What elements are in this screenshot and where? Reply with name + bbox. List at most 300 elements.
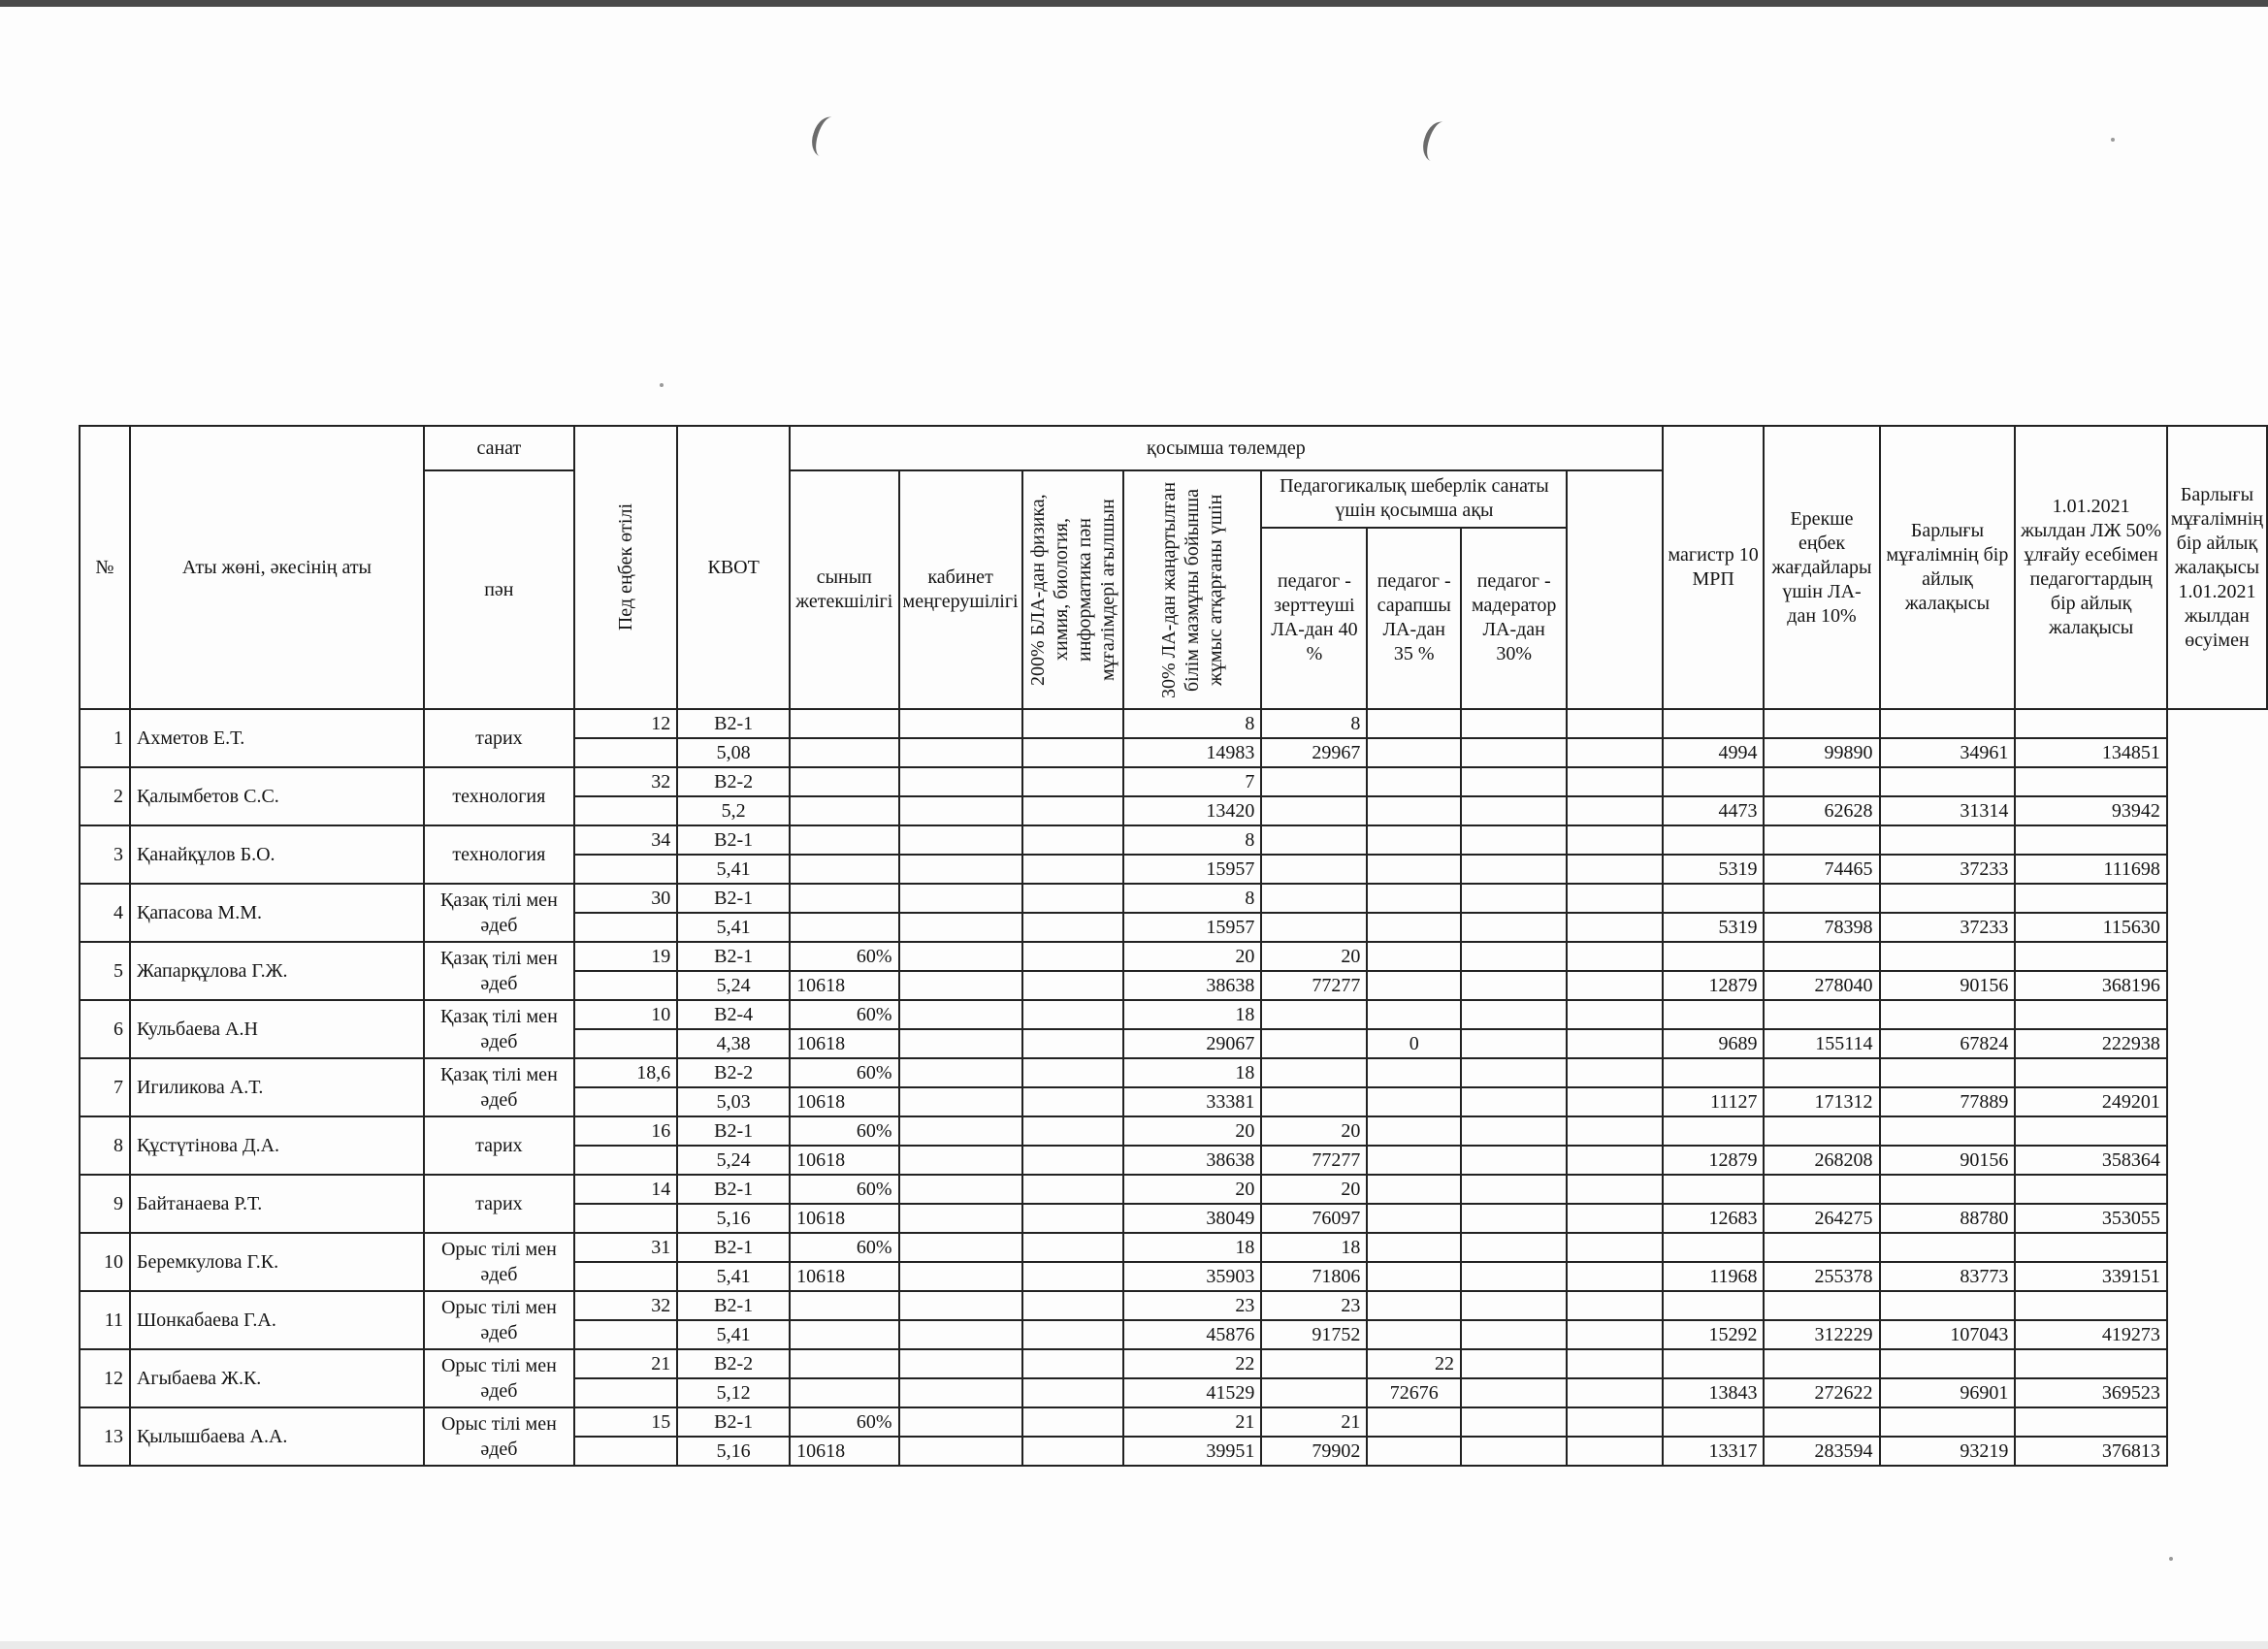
barlygy-amount: 78398 (1764, 913, 1879, 942)
magistr-cell (1567, 1204, 1662, 1233)
la30-hours: 18 (1123, 1000, 1262, 1029)
la30-amount: 29067 (1123, 1029, 1262, 1058)
subject-cell: тарих (424, 1116, 574, 1175)
subject-cell: Қазақ тілі мен әдеб (424, 884, 574, 942)
kvot-category: В2-1 (677, 1233, 790, 1262)
barlygy2021-cell-empty (2015, 709, 2167, 738)
la30-hours: 20 (1123, 942, 1262, 971)
sarapshy-hours (1367, 1175, 1461, 1204)
erekshe-amount: 15292 (1663, 1320, 1765, 1349)
synyp-percent: 60% (790, 1175, 898, 1204)
magistr-cell (1567, 1175, 1662, 1204)
maderator-cell (1461, 1116, 1567, 1146)
erekshe-amount: 9689 (1663, 1029, 1765, 1058)
synyp-amount: 10618 (790, 1087, 898, 1116)
subject-cell: Қазақ тілі мен әдеб (424, 942, 574, 1000)
magistr-cell (1567, 1437, 1662, 1466)
barlygy2021-cell-empty (2015, 825, 2167, 855)
table-row (80, 825, 2267, 855)
bla200-cell (1022, 1175, 1123, 1204)
zertteushi-hours (1261, 767, 1367, 796)
sarapshy-amount (1367, 1087, 1461, 1116)
teacher-name: Қалымбетов С.С. (130, 767, 424, 825)
zertteushi-amount: 79902 (1261, 1437, 1367, 1466)
la30-amount: 38638 (1123, 971, 1262, 1000)
kabinet-cell (899, 1116, 1022, 1146)
barlygy-amount: 155114 (1764, 1029, 1879, 1058)
punch-hole-mark (807, 113, 845, 160)
kabinet-cell (899, 1029, 1022, 1058)
kabinet-cell (899, 1407, 1022, 1437)
col-bla200-header: 200% БЛА-дан физика, химия, биология, информатика пән мұғалімдері ағылшын (1022, 470, 1123, 709)
col-no-header: № (80, 426, 130, 709)
subject-cell: Қазақ тілі мен әдеб (424, 1058, 574, 1116)
erekshe-cell-empty (1663, 1116, 1765, 1146)
zertteushi-hours: 21 (1261, 1407, 1367, 1437)
erekshe-amount: 4473 (1663, 796, 1765, 825)
row-number: 10 (80, 1233, 130, 1291)
teacher-name: Құстүтінова Д.А. (130, 1116, 424, 1175)
la30-hours: 20 (1123, 1175, 1262, 1204)
jalaqy2021-cell-empty (1880, 1116, 2016, 1146)
erekshe-amount: 12879 (1663, 971, 1765, 1000)
barlygy2021-cell-empty (2015, 884, 2167, 913)
maderator-cell (1461, 942, 1567, 971)
table-row (80, 1175, 2267, 1204)
zertteushi-amount (1261, 913, 1367, 942)
synyp-amount (790, 796, 898, 825)
kvot-coefficient: 5,41 (677, 1320, 790, 1349)
jalaqy2021-cell-empty (1880, 1233, 2016, 1262)
subject-cell: Орыс тілі мен әдеб (424, 1407, 574, 1466)
bla200-cell (1022, 855, 1123, 884)
erekshe-cell-empty (1663, 1175, 1765, 1204)
teacher-name: Жапарқұлова Г.Ж. (130, 942, 424, 1000)
maderator-cell (1461, 1349, 1567, 1378)
kabinet-cell (899, 1320, 1022, 1349)
kvot-category: В2-1 (677, 884, 790, 913)
col-la30-header: 30% ЛА-дан жаңартылған білім мазмұны бойынша жұмыс атқарғаны үшін (1123, 470, 1262, 709)
teacher-name: Қанайқұлов Б.О. (130, 825, 424, 884)
subject-cell: Қазақ тілі мен әдеб (424, 1000, 574, 1058)
maderator-cell (1461, 1320, 1567, 1349)
bla200-cell (1022, 913, 1123, 942)
scan-speck (660, 383, 664, 387)
row-number: 7 (80, 1058, 130, 1116)
ped-experience: 32 (574, 767, 677, 796)
barlygy2021-amount: 358364 (2015, 1146, 2167, 1175)
jalaqy2021-amount: 77889 (1880, 1087, 2016, 1116)
table-row (80, 884, 2267, 913)
subject-cell: тарих (424, 1175, 574, 1233)
jalaqy2021-cell-empty (1880, 1175, 2016, 1204)
erekshe-amount: 11968 (1663, 1262, 1765, 1291)
kabinet-cell (899, 1291, 1022, 1320)
erekshe-amount: 12683 (1663, 1204, 1765, 1233)
sarapshy-hours (1367, 1407, 1461, 1437)
jalaqy2021-cell-empty (1880, 825, 2016, 855)
col-kabinet-header: кабинет меңгерушілігі (899, 470, 1022, 709)
barlygy2021-cell-empty (2015, 1407, 2167, 1437)
sarapshy-hours (1367, 1116, 1461, 1146)
maderator-cell (1461, 913, 1567, 942)
ped-experience: 16 (574, 1116, 677, 1146)
synyp-amount: 10618 (790, 1437, 898, 1466)
erekshe-cell-empty (1663, 1349, 1765, 1378)
sarapshy-hours (1367, 1058, 1461, 1087)
bla200-cell (1022, 1087, 1123, 1116)
la30-hours: 7 (1123, 767, 1262, 796)
bla200-cell (1022, 971, 1123, 1000)
jalaqy2021-cell-empty (1880, 1058, 2016, 1087)
la30-hours: 21 (1123, 1407, 1262, 1437)
bla200-cell (1022, 1378, 1123, 1407)
erekshe-cell-empty (1663, 1000, 1765, 1029)
ped-experience: 34 (574, 825, 677, 855)
row-number: 9 (80, 1175, 130, 1233)
barlygy2021-amount: 339151 (2015, 1262, 2167, 1291)
kvot-category: В2-1 (677, 1407, 790, 1437)
ped-experience-empty (574, 738, 677, 767)
synyp-amount (790, 1320, 898, 1349)
barlygy-amount: 312229 (1764, 1320, 1879, 1349)
salary-table (79, 425, 2268, 1467)
subject-cell: технология (424, 825, 574, 884)
ped-experience: 31 (574, 1233, 677, 1262)
la30-hours: 22 (1123, 1349, 1262, 1378)
col-sarapshy-header: педагог - сарапшы ЛА-дан 35 % (1367, 528, 1461, 709)
kabinet-cell (899, 738, 1022, 767)
kabinet-cell (899, 825, 1022, 855)
bla200-cell (1022, 1233, 1123, 1262)
la30-amount: 35903 (1123, 1262, 1262, 1291)
subject-cell: технология (424, 767, 574, 825)
bla200-cell (1022, 1146, 1123, 1175)
teacher-name: Ахметов Е.Т. (130, 709, 424, 767)
sarapshy-hours (1367, 709, 1461, 738)
kvot-coefficient: 5,24 (677, 1146, 790, 1175)
erekshe-amount: 4994 (1663, 738, 1765, 767)
kvot-category: В2-2 (677, 1349, 790, 1378)
la30-amount: 33381 (1123, 1087, 1262, 1116)
jalaqy2021-amount: 34961 (1880, 738, 2016, 767)
magistr-cell (1567, 1116, 1662, 1146)
ped-experience: 14 (574, 1175, 677, 1204)
sarapshy-amount (1367, 855, 1461, 884)
maderator-cell (1461, 1233, 1567, 1262)
barlygy-cell-empty (1764, 825, 1879, 855)
kvot-category: В2-2 (677, 767, 790, 796)
table-row (80, 1000, 2267, 1029)
la30-hours: 8 (1123, 825, 1262, 855)
barlygy-amount: 74465 (1764, 855, 1879, 884)
jalaqy2021-amount: 96901 (1880, 1378, 2016, 1407)
ped-experience-empty (574, 971, 677, 1000)
barlygy-cell-empty (1764, 1233, 1879, 1262)
magistr-cell (1567, 1029, 1662, 1058)
barlygy2021-cell-empty (2015, 1233, 2167, 1262)
subject-cell: Орыс тілі мен әдеб (424, 1233, 574, 1291)
magistr-cell (1567, 825, 1662, 855)
ped-experience: 32 (574, 1291, 677, 1320)
scan-bottom-edge (0, 1641, 2268, 1649)
la30-amount: 13420 (1123, 796, 1262, 825)
barlygy2021-amount: 419273 (2015, 1320, 2167, 1349)
barlygy2021-cell-empty (2015, 1116, 2167, 1146)
zertteushi-hours: 20 (1261, 1175, 1367, 1204)
jalaqy2021-amount: 90156 (1880, 971, 2016, 1000)
sarapshy-amount: 0 (1367, 1029, 1461, 1058)
synyp-amount: 10618 (790, 971, 898, 1000)
col-pan-header: пән (424, 470, 574, 709)
synyp-percent (790, 767, 898, 796)
ped-experience-empty (574, 1378, 677, 1407)
sarapshy-amount: 72676 (1367, 1378, 1461, 1407)
kabinet-cell (899, 884, 1022, 913)
col-zertteushi-header: педагог - зерттеуші ЛА-дан 40 % (1261, 528, 1367, 709)
teacher-name: Кульбаева А.Н (130, 1000, 424, 1058)
kvot-coefficient: 5,08 (677, 738, 790, 767)
jalaqy2021-amount: 93219 (1880, 1437, 2016, 1466)
synyp-amount (790, 855, 898, 884)
col-name-header: Аты жөні, әкесінің аты (130, 426, 424, 709)
synyp-percent: 60% (790, 1116, 898, 1146)
barlygy-cell-empty (1764, 709, 1879, 738)
col-ped-enbek-header: Пед еңбек өтілі (574, 426, 677, 709)
bla200-cell (1022, 1437, 1123, 1466)
kvot-category: В2-1 (677, 942, 790, 971)
barlygy-amount: 264275 (1764, 1204, 1879, 1233)
magistr-cell (1567, 913, 1662, 942)
la30-hours: 8 (1123, 709, 1262, 738)
magistr-cell (1567, 1058, 1662, 1087)
synyp-percent: 60% (790, 1233, 898, 1262)
erekshe-amount: 13843 (1663, 1378, 1765, 1407)
barlygy-cell-empty (1764, 1349, 1879, 1378)
table-row (80, 767, 2267, 796)
synyp-amount (790, 913, 898, 942)
ped-experience: 18,6 (574, 1058, 677, 1087)
erekshe-amount: 5319 (1663, 913, 1765, 942)
synyp-percent (790, 825, 898, 855)
ped-experience-empty (574, 1262, 677, 1291)
kvot-coefficient: 5,16 (677, 1204, 790, 1233)
kvot-coefficient: 5,41 (677, 855, 790, 884)
zertteushi-amount: 29967 (1261, 738, 1367, 767)
barlygy-cell-empty (1764, 942, 1879, 971)
kabinet-cell (899, 1378, 1022, 1407)
magistr-cell (1567, 1087, 1662, 1116)
bla200-cell (1022, 1291, 1123, 1320)
zertteushi-amount: 91752 (1261, 1320, 1367, 1349)
bla200-cell (1022, 942, 1123, 971)
sarapshy-hours (1367, 1291, 1461, 1320)
ped-experience: 10 (574, 1000, 677, 1029)
jalaqy2021-amount: 37233 (1880, 913, 2016, 942)
sarapshy-amount (1367, 1437, 1461, 1466)
barlygy-cell-empty (1764, 1407, 1879, 1437)
teacher-name: Қапасова М.М. (130, 884, 424, 942)
table-row (80, 1233, 2267, 1262)
row-number: 5 (80, 942, 130, 1000)
table-header (80, 426, 2267, 709)
subject-cell: Орыс тілі мен әдеб (424, 1349, 574, 1407)
scan-speck (2169, 1557, 2173, 1561)
magistr-cell (1567, 1349, 1662, 1378)
jalaqy2021-cell-empty (1880, 1000, 2016, 1029)
bla200-cell (1022, 1349, 1123, 1378)
barlygy-cell-empty (1764, 1291, 1879, 1320)
la30-hours: 20 (1123, 1116, 1262, 1146)
sarapshy-amount (1367, 1146, 1461, 1175)
maderator-cell (1461, 971, 1567, 1000)
maderator-cell (1461, 1204, 1567, 1233)
sarapshy-amount (1367, 796, 1461, 825)
erekshe-cell-empty (1663, 1291, 1765, 1320)
table-row (80, 1058, 2267, 1087)
barlygy-cell-empty (1764, 1058, 1879, 1087)
barlygy-cell-empty (1764, 1116, 1879, 1146)
zertteushi-amount: 77277 (1261, 1146, 1367, 1175)
la30-amount: 14983 (1123, 738, 1262, 767)
maderator-cell (1461, 884, 1567, 913)
barlygy-cell-empty (1764, 884, 1879, 913)
jalaqy2021-amount: 31314 (1880, 796, 2016, 825)
erekshe-cell-empty (1663, 1233, 1765, 1262)
kvot-coefficient: 5,16 (677, 1437, 790, 1466)
col-magistr-header: магистр 10 МРП (1663, 426, 1765, 709)
magistr-cell (1567, 767, 1662, 796)
row-number: 8 (80, 1116, 130, 1175)
kvot-coefficient: 5,41 (677, 913, 790, 942)
sarapshy-amount (1367, 738, 1461, 767)
synyp-amount: 10618 (790, 1029, 898, 1058)
bla200-cell (1022, 767, 1123, 796)
zertteushi-amount (1261, 796, 1367, 825)
maderator-cell (1461, 1262, 1567, 1291)
jalaqy2021-cell-empty (1880, 1349, 2016, 1378)
erekshe-amount: 5319 (1663, 855, 1765, 884)
kvot-category: В2-2 (677, 1058, 790, 1087)
magistr-cell (1567, 971, 1662, 1000)
la30-amount: 15957 (1123, 913, 1262, 942)
col-sanat-header: санат (424, 426, 574, 470)
ped-experience: 21 (574, 1349, 677, 1378)
zertteushi-amount (1261, 1029, 1367, 1058)
kabinet-cell (899, 1204, 1022, 1233)
sarapshy-amount (1367, 1262, 1461, 1291)
kabinet-cell (899, 1058, 1022, 1087)
ped-experience-empty (574, 1146, 677, 1175)
barlygy2021-amount: 249201 (2015, 1087, 2167, 1116)
kabinet-cell (899, 709, 1022, 738)
la30-amount: 45876 (1123, 1320, 1262, 1349)
table-row (80, 1116, 2267, 1146)
synyp-percent (790, 1349, 898, 1378)
maderator-cell (1461, 855, 1567, 884)
kabinet-cell (899, 1233, 1022, 1262)
subject-cell: тарих (424, 709, 574, 767)
zertteushi-hours: 23 (1261, 1291, 1367, 1320)
maderator-cell (1461, 825, 1567, 855)
kvot-category: В2-4 (677, 1000, 790, 1029)
kvot-coefficient: 5,41 (677, 1262, 790, 1291)
sarapshy-hours: 22 (1367, 1349, 1461, 1378)
zertteushi-hours (1261, 1000, 1367, 1029)
bla200-cell (1022, 825, 1123, 855)
scan-speck (2111, 138, 2115, 142)
kabinet-cell (899, 1000, 1022, 1029)
magistr-cell (1567, 796, 1662, 825)
la30-hours: 8 (1123, 884, 1262, 913)
synyp-percent (790, 1291, 898, 1320)
erekshe-cell-empty (1663, 1407, 1765, 1437)
erekshe-cell-empty (1663, 1058, 1765, 1087)
kabinet-cell (899, 1146, 1022, 1175)
table-row (80, 709, 2267, 738)
maderator-cell (1461, 709, 1567, 738)
jalaqy2021-cell-empty (1880, 1407, 2016, 1437)
la30-hours: 18 (1123, 1233, 1262, 1262)
erekshe-cell-empty (1663, 767, 1765, 796)
barlygy2021-amount: 376813 (2015, 1437, 2167, 1466)
synyp-percent: 60% (790, 942, 898, 971)
bla200-cell (1022, 1320, 1123, 1349)
bla200-cell (1022, 1029, 1123, 1058)
magistr-cell (1567, 884, 1662, 913)
barlygy-amount: 99890 (1764, 738, 1879, 767)
bla200-cell (1022, 1407, 1123, 1437)
table-row (80, 1407, 2267, 1437)
table-body (80, 709, 2267, 1466)
zertteushi-amount (1261, 1378, 1367, 1407)
jalaqy2021-amount: 88780 (1880, 1204, 2016, 1233)
barlygy-amount: 278040 (1764, 971, 1879, 1000)
col-kosymsha-header: қосымша төлемдер (790, 426, 1663, 470)
jalaqy2021-cell-empty (1880, 1291, 2016, 1320)
barlygy2021-amount: 353055 (2015, 1204, 2167, 1233)
sarapshy-hours (1367, 825, 1461, 855)
maderator-cell (1461, 738, 1567, 767)
barlygy2021-amount: 115630 (2015, 913, 2167, 942)
barlygy2021-cell-empty (2015, 942, 2167, 971)
zertteushi-hours (1261, 1058, 1367, 1087)
synyp-percent (790, 709, 898, 738)
kvot-category: В2-1 (677, 825, 790, 855)
barlygy-cell-empty (1764, 1000, 1879, 1029)
barlygy2021-cell-empty (2015, 1175, 2167, 1204)
subject-cell: Орыс тілі мен әдеб (424, 1291, 574, 1349)
ped-experience: 15 (574, 1407, 677, 1437)
ped-experience-empty (574, 913, 677, 942)
kvot-coefficient: 5,24 (677, 971, 790, 1000)
ped-experience-empty (574, 1029, 677, 1058)
erekshe-cell-empty (1663, 825, 1765, 855)
la30-hours: 23 (1123, 1291, 1262, 1320)
sarapshy-hours (1367, 767, 1461, 796)
erekshe-cell-empty (1663, 942, 1765, 971)
row-number: 1 (80, 709, 130, 767)
col-erekshe-header: Ерекше еңбек жағдайлары үшін ЛА-дан 10% (1764, 426, 1879, 709)
kvot-category: В2-1 (677, 1291, 790, 1320)
bla200-cell (1022, 1058, 1123, 1087)
ped-experience-empty (574, 796, 677, 825)
jalaqy2021-cell-empty (1880, 884, 2016, 913)
magistr-cell (1567, 1233, 1662, 1262)
col-kvot-header: КВОТ (677, 426, 790, 709)
kvot-category: В2-1 (677, 1175, 790, 1204)
col-jalaqy2021-header: 1.01.2021 жылдан ЛЖ 50% ұлғайу есебімен педагогтардың бір айлық жалақысы (2015, 426, 2167, 709)
